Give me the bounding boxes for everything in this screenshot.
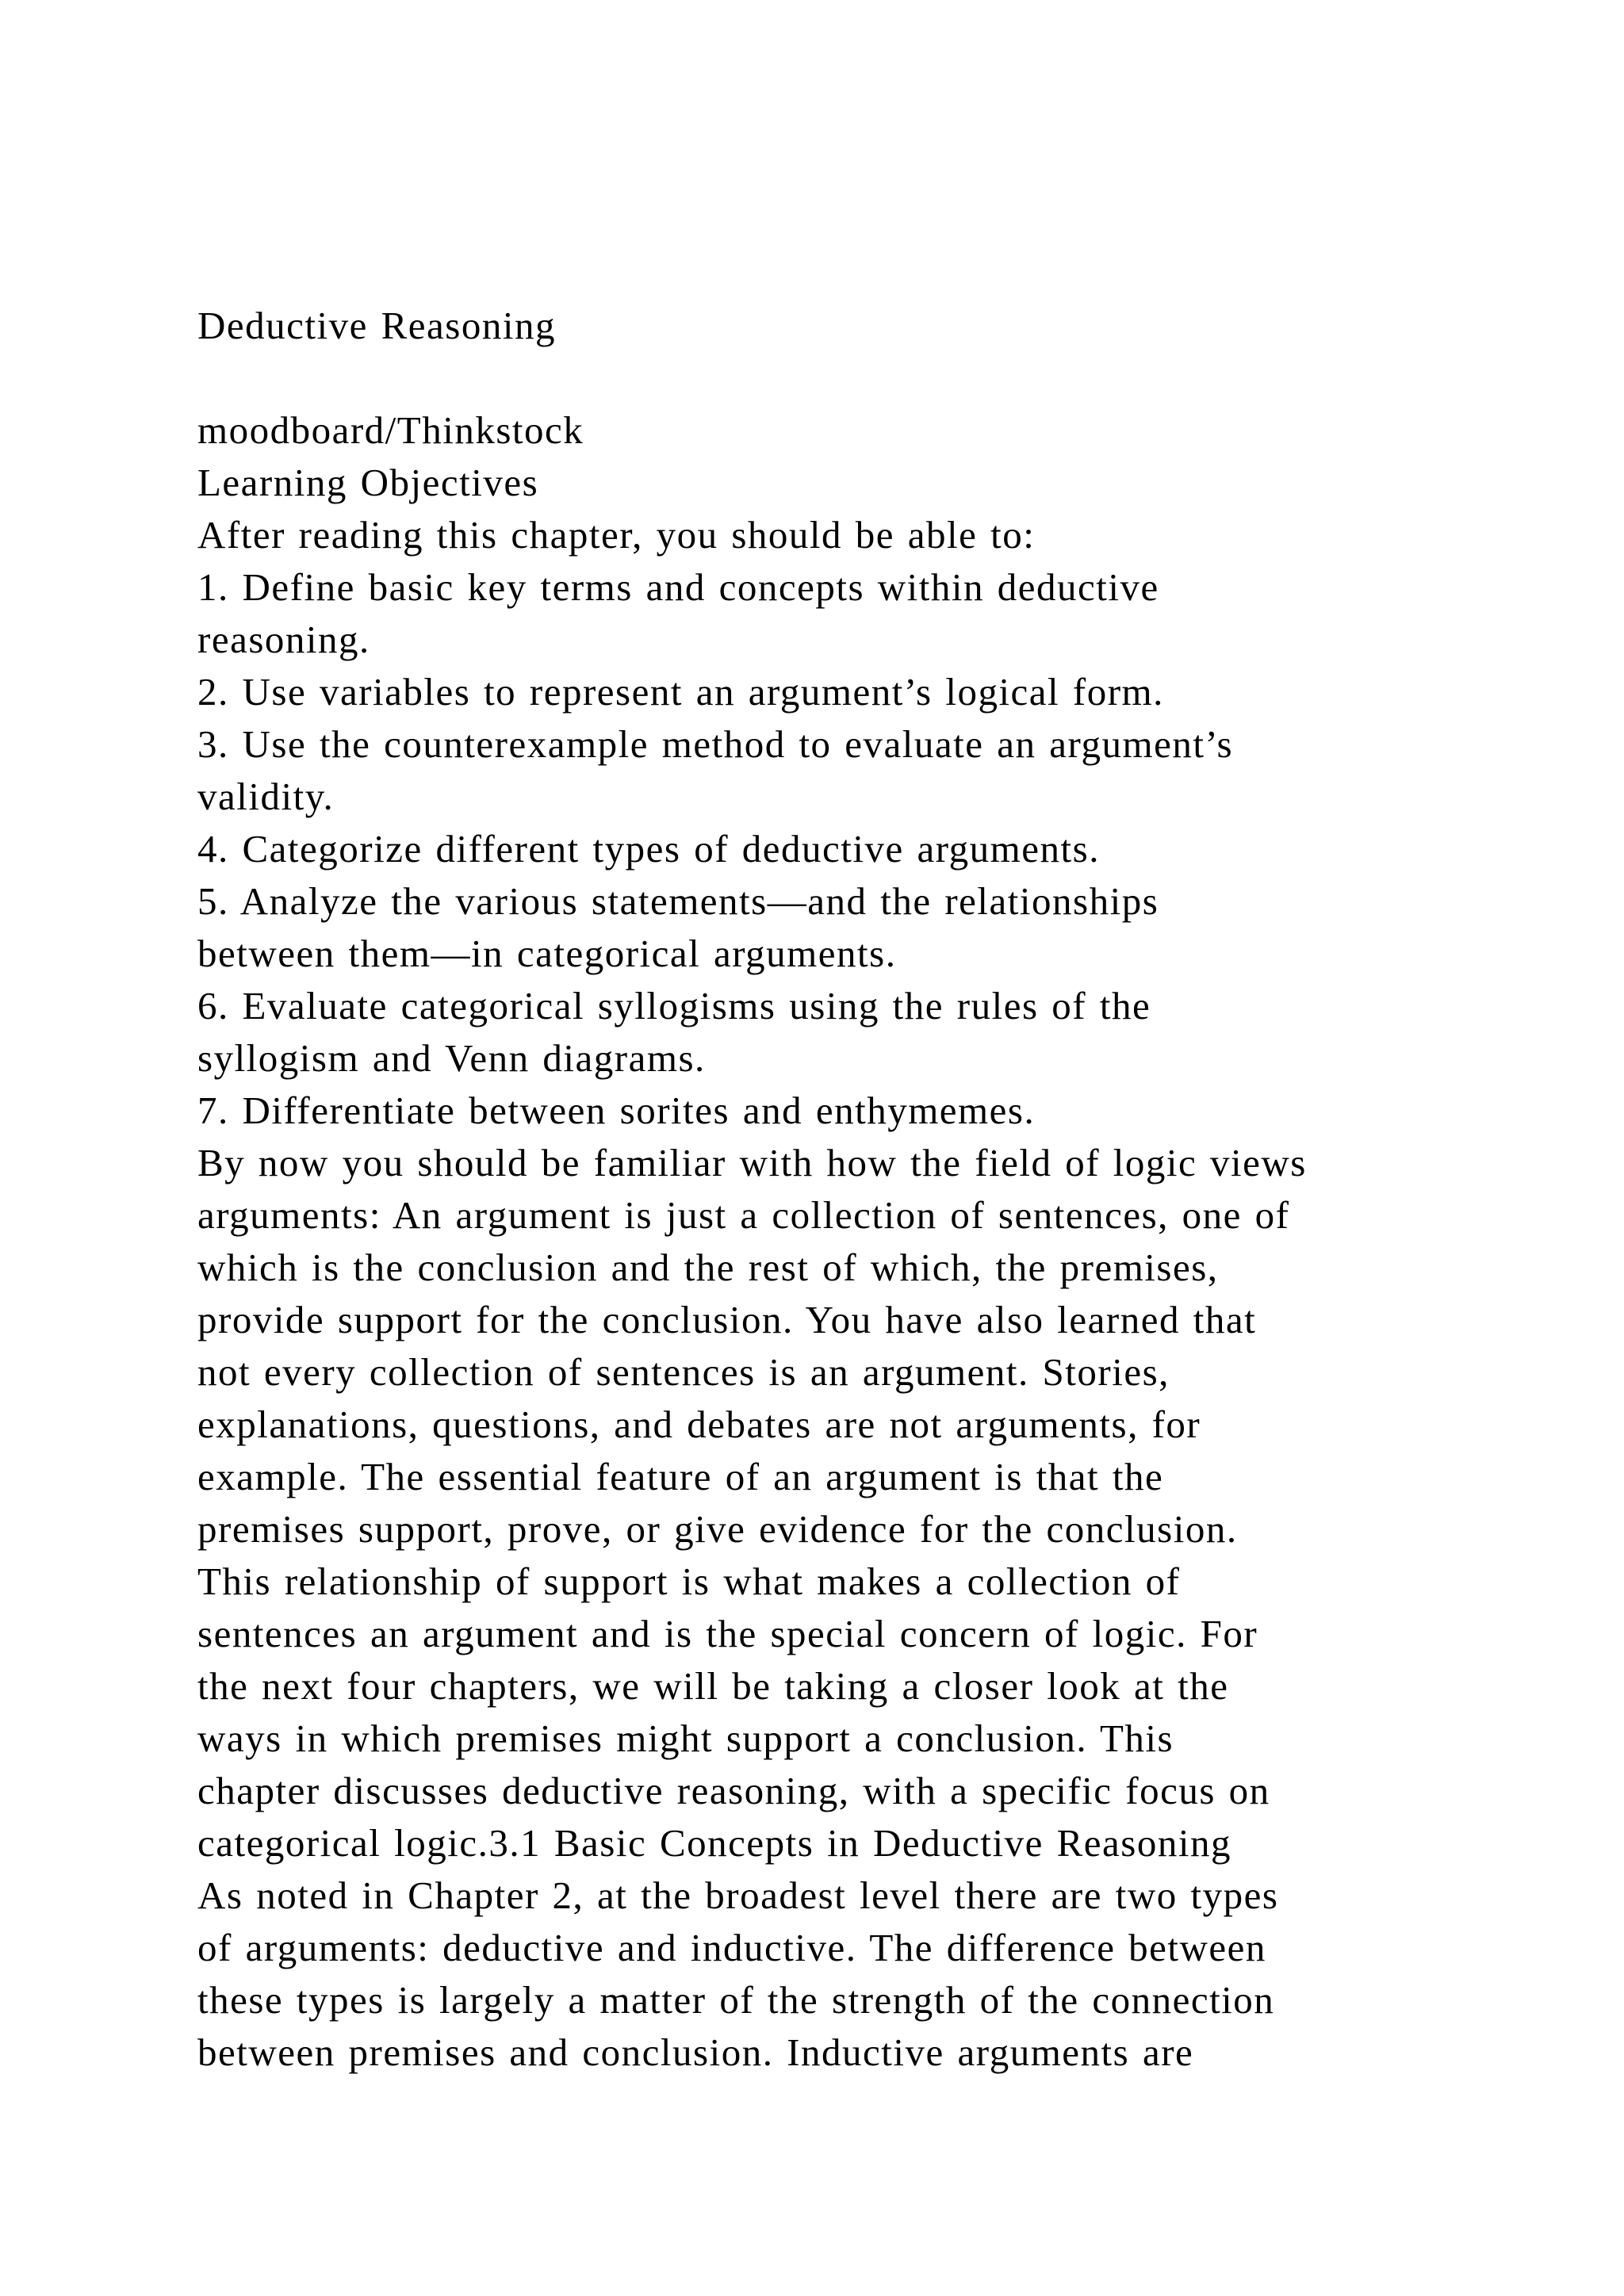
text-line: these types is largely a matter of the strength of the connection [197,1978,1275,2022]
text-line: premises support, prove, or give evidence for the conclusion. [197,1507,1238,1551]
text-line: explanations, questions, and debates are not arguments, for [197,1402,1201,1446]
text-line: provide support for the conclusion. You have also learned that [197,1298,1257,1341]
text-line: chapter discusses deductive reasoning, with a specific focus on [197,1769,1270,1812]
text-line: 2. Use variables to represent an argument’s logical form. [197,670,1164,714]
text-line: sentences an argument and is the special concern of logic. For [197,1612,1258,1655]
text-line: 7. Differentiate between sorites and enthymemes. [197,1089,1036,1132]
text-line: of arguments: deductive and inductive. The difference between [197,1926,1266,1969]
text-line: between premises and conclusion. Inductive arguments are [197,2030,1194,2074]
text-line: reasoning. [197,618,370,661]
text-line: 3. Use the counterexample method to evaluate an argument’s [197,722,1234,766]
text-line: the next four chapters, we will be taking a closer look at the [197,1664,1229,1708]
document-title: Deductive Reasoning [197,304,556,347]
objectives-intro: After reading this chapter, you should be able to: [197,513,1036,557]
text-line: categorical logic.3.1 Basic Concepts in Deductive Reasoning [197,1821,1231,1865]
text-line: which is the conclusion and the rest of which, the premises, [197,1246,1219,1289]
text-line: not every collection of sentences is an argument. Stories, [197,1350,1170,1394]
text-line: This relationship of support is what makes a collection of [197,1559,1181,1603]
text-line: validity. [197,775,335,818]
text-line: 6. Evaluate categorical syllogisms using the rules of the [197,984,1151,1027]
text-line: 4. Categorize different types of deductive arguments. [197,827,1100,871]
blank-line [197,352,1514,404]
objectives-heading: Learning Objectives [197,461,539,504]
text-line: 5. Analyze the various statements—and the relationships [197,879,1159,923]
text-line: As noted in Chapter 2, at the broadest level there are two types [197,1873,1279,1917]
text-line: between them—in categorical arguments. [197,932,897,975]
text-line: example. The essential feature of an argument is that the [197,1455,1164,1498]
image-credit: moodboard/Thinkstock [197,408,584,452]
text-line: arguments: An argument is just a collection of sentences, one of [197,1193,1290,1237]
document-body [197,300,1514,2079]
text-line: By now you should be familiar with how the field of logic views [197,1141,1307,1184]
text-line: syllogism and Venn diagrams. [197,1036,706,1080]
text-line: ways in which premises might support a conclusion. This [197,1716,1174,1760]
text-line: 1. Define basic key terms and concepts within deductive [197,565,1159,609]
